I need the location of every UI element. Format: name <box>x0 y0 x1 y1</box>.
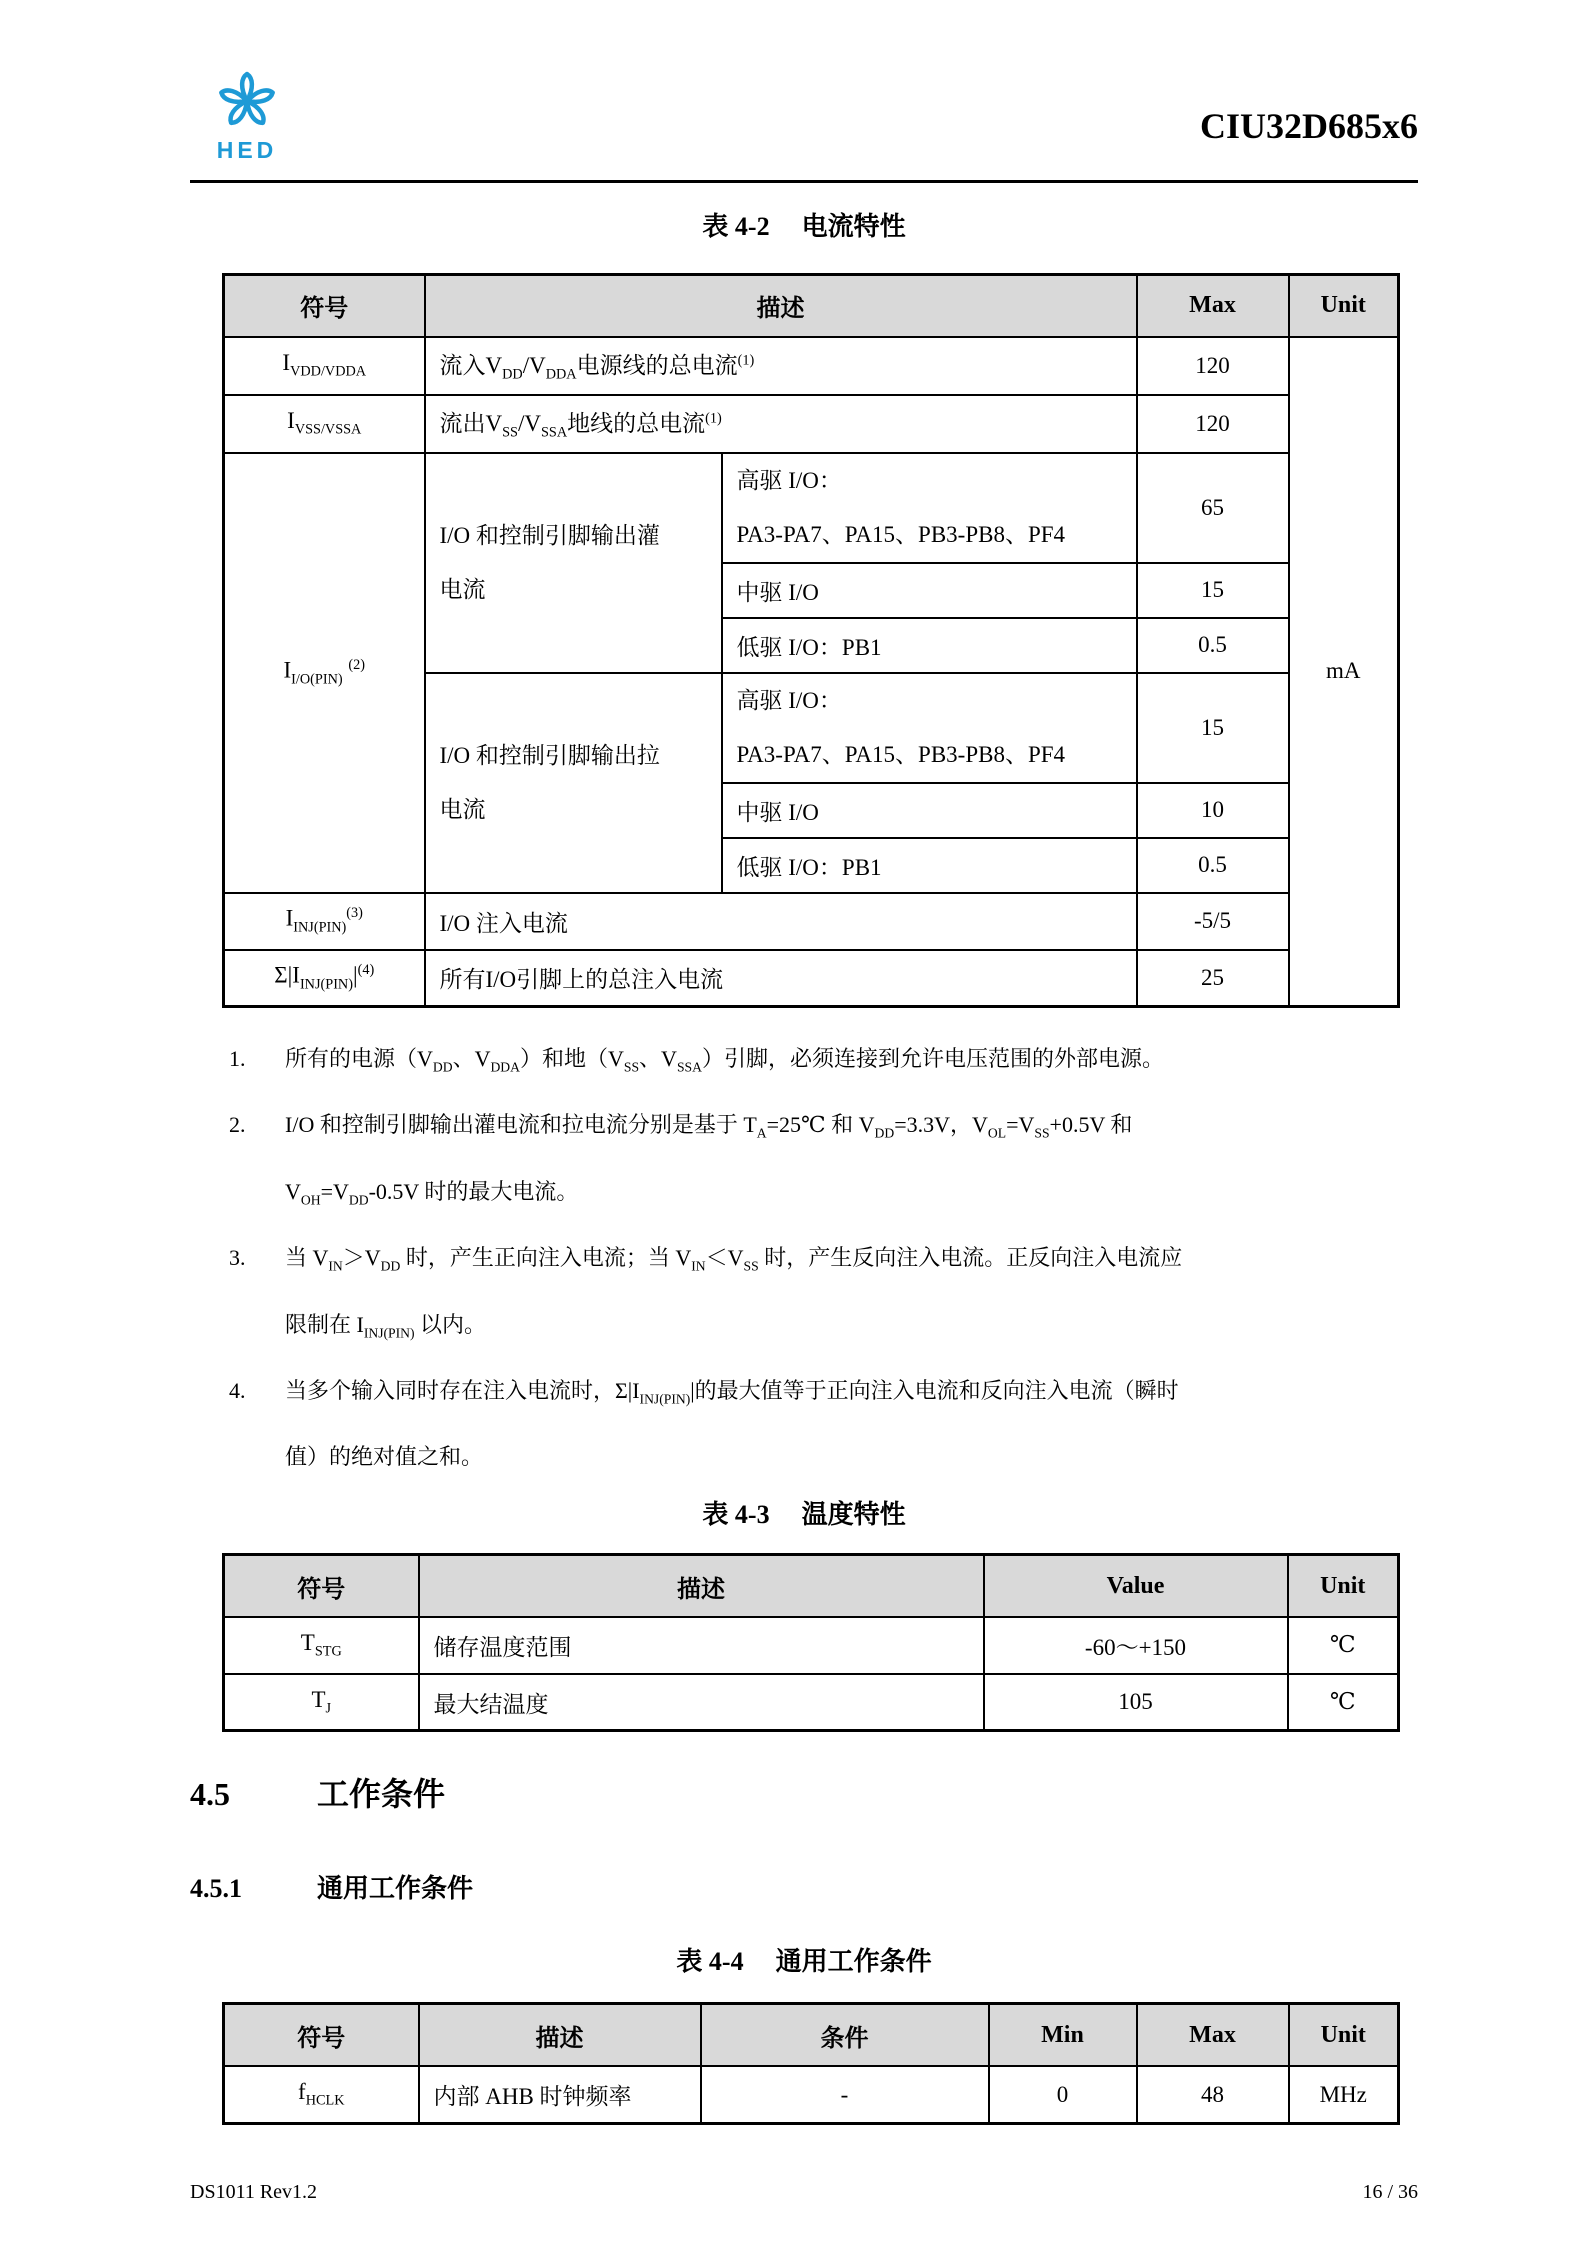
footnotes <box>229 1030 1418 1486</box>
symbol-cell: $T_J$ <box>224 1674 419 1731</box>
table-row <box>224 2066 1399 2124</box>
symbol-cell: $T_{STG}$ <box>224 1617 419 1674</box>
caption-title: 温度特性 <box>801 1499 906 1530</box>
subdesc-cell: 中驱 I/O <box>722 563 1137 618</box>
subdesc-cell: 高驱 I/O： PA3-PA7、PA15、PB3-PB8、PF4 <box>722 453 1137 563</box>
footer-page-number: 16 / 36 <box>1362 2181 1418 2204</box>
table42-caption <box>190 210 1418 243</box>
note-number: 1. <box>229 1046 246 1071</box>
max-cell: 15 <box>1137 563 1289 618</box>
desc-cell: I/O 注入电流 <box>425 893 1137 950</box>
desc-cell: 流出$V_{SS}/V_{SSA}$地线的总电流$^{(1)}$ <box>425 395 1137 453</box>
col-unit: Unit <box>1289 275 1399 337</box>
section-number: 4.5.1 <box>190 1874 242 1904</box>
table-row <box>224 950 1399 1007</box>
note-item <box>229 1229 1418 1362</box>
col-max: Max <box>1137 2004 1289 2066</box>
footer-doc-revision: DS1011 Rev1.2 <box>190 2181 318 2204</box>
page-header <box>190 0 1418 183</box>
caption-prefix: 表 4-2 <box>702 212 770 241</box>
value-cell: -60～+150 <box>984 1617 1288 1674</box>
col-desc: 描述 <box>419 1555 984 1617</box>
note-text: 所有的电源（$V_{DD}$、$V_{DDA}$）和地（$V_{SS}$、$V_{SSA}$）引脚，必须连接到允许电压范围的外部电源。 <box>285 1046 1164 1075</box>
max-cell: -5/5 <box>1137 893 1289 950</box>
table-row <box>224 1674 1399 1731</box>
note-number: 4. <box>229 1377 246 1403</box>
max-cell: 10 <box>1137 783 1289 838</box>
brand-text: HED <box>216 137 278 163</box>
note-text: 当多个输入同时存在注入电流时，$\Sigma|I_{INJ(PIN)}|$的最大值等于正向注入电流和反向注入电流（瞬时 值）的绝对值之和。 <box>285 1377 1179 1470</box>
desc-cell: I/O 和控制引脚输出灌 电流 <box>425 453 722 673</box>
star-snowflake-icon <box>217 70 277 135</box>
table-row <box>224 395 1399 453</box>
col-min: Min <box>989 2004 1137 2066</box>
symbol-cell: $I_{VDD/VDDA}$ <box>224 337 425 395</box>
table44-caption <box>190 1945 1418 1978</box>
section-title: 通用工作条件 <box>317 1873 474 1904</box>
desc-cell: 内部 AHB 时钟频率 <box>419 2066 701 2124</box>
max-cell: 25 <box>1137 950 1289 1007</box>
max-cell: 120 <box>1137 337 1289 395</box>
hed-logo <box>204 70 290 164</box>
section-heading-4-5-1 <box>190 1872 1418 1905</box>
subdesc-cell: 中驱 I/O <box>722 783 1137 838</box>
col-symbol: 符号 <box>224 275 425 337</box>
desc-cell: I/O 和控制引脚输出拉 电流 <box>425 673 722 893</box>
min-cell: 0 <box>989 2066 1137 2124</box>
symbol-cell: $\Sigma|I_{INJ(PIN)}|^{(4)}$ <box>224 950 425 1007</box>
desc-cell: 所有I/O引脚上的总注入电流 <box>425 950 1137 1007</box>
section-heading-4-5 <box>190 1774 1418 1814</box>
table-header-row <box>224 275 1399 337</box>
subdesc-cell: 高驱 I/O： PA3-PA7、PA15、PB3-PB8、PF4 <box>722 673 1137 783</box>
col-desc: 描述 <box>419 2004 701 2066</box>
table-row <box>224 893 1399 950</box>
symbol-cell: $f_{HCLK}$ <box>224 2066 419 2124</box>
unit-cell: MHz <box>1289 2066 1399 2124</box>
col-unit: Unit <box>1288 1555 1399 1617</box>
col-max: Max <box>1137 275 1289 337</box>
note-item <box>229 1096 1418 1229</box>
current-characteristics-table <box>222 273 1400 1008</box>
col-cond: 条件 <box>701 2004 989 2066</box>
value-cell: 105 <box>984 1674 1288 1731</box>
note-item <box>229 1362 1418 1486</box>
table-row <box>224 337 1399 395</box>
section-title: 工作条件 <box>317 1776 446 1813</box>
table-row <box>224 1617 1399 1674</box>
unit-cell: mA <box>1289 337 1399 1007</box>
table43-caption <box>190 1498 1418 1531</box>
note-number: 3. <box>229 1245 246 1271</box>
desc-cell: 最大结温度 <box>419 1674 984 1731</box>
col-symbol: 符号 <box>224 2004 419 2066</box>
caption-title: 通用工作条件 <box>775 1946 932 1977</box>
col-symbol: 符号 <box>224 1555 419 1617</box>
table-row <box>224 453 1399 563</box>
table-header-row <box>224 1555 1399 1617</box>
col-unit: Unit <box>1289 2004 1399 2066</box>
col-value: Value <box>984 1555 1288 1617</box>
max-cell: 0.5 <box>1137 838 1289 893</box>
general-operating-conditions-table <box>222 2002 1400 2125</box>
max-cell: 15 <box>1137 673 1289 783</box>
temperature-characteristics-table <box>222 1553 1400 1732</box>
max-cell: 0.5 <box>1137 618 1289 673</box>
note-text: I/O 和控制引脚输出灌电流和拉电流分别是基于 $T_A=25℃$ 和 $V_{DD}=3.3V$，$V_{OL}=V_{SS}+0.5V$ 和 $V_{OH}=V_{DD}-0.5V$ 时的最大电流。 <box>285 1112 1133 1208</box>
table-header-row <box>224 2004 1399 2066</box>
max-cell: 48 <box>1137 2066 1289 2124</box>
note-text: 当 $V_{IN}>V_{DD}$ 时，产生正向注入电流；当 $V_{IN}<V_{SS}$ 时，产生反向注入电流。正反向注入电流应 限制在 $I_{INJ(PIN)}$ 以内。 <box>285 1245 1183 1340</box>
doc-title: CIU32D685x6 <box>1199 106 1418 146</box>
unit-cell: ℃ <box>1288 1617 1399 1674</box>
symbol-cell: $I_{VSS/VSSA}$ <box>224 395 425 453</box>
caption-title: 电流特性 <box>801 211 906 241</box>
symbol-cell: $I_{INJ(PIN)}^{(3)}$ <box>224 893 425 950</box>
max-cell: 65 <box>1137 453 1289 563</box>
note-number: 2. <box>229 1112 246 1138</box>
desc-cell: 储存温度范围 <box>419 1617 984 1674</box>
col-desc: 描述 <box>425 275 1137 337</box>
caption-prefix: 表 4-3 <box>702 1500 770 1530</box>
caption-prefix: 表 4-4 <box>676 1947 744 1977</box>
page-footer <box>190 2181 1418 2204</box>
section-number: 4.5 <box>190 1776 230 1813</box>
unit-cell: ℃ <box>1288 1674 1399 1731</box>
subdesc-cell: 低驱 I/O：PB1 <box>722 838 1137 893</box>
cond-cell: - <box>701 2066 989 2124</box>
subdesc-cell: 低驱 I/O：PB1 <box>722 618 1137 673</box>
desc-cell: 流入$V_{DD}/V_{DDA}$电源线的总电流$^{(1)}$ <box>425 337 1137 395</box>
max-cell: 120 <box>1137 395 1289 453</box>
symbol-cell: $I_{I/O(PIN)}$ $^{(2)}$ <box>224 453 425 893</box>
note-item <box>229 1030 1418 1096</box>
